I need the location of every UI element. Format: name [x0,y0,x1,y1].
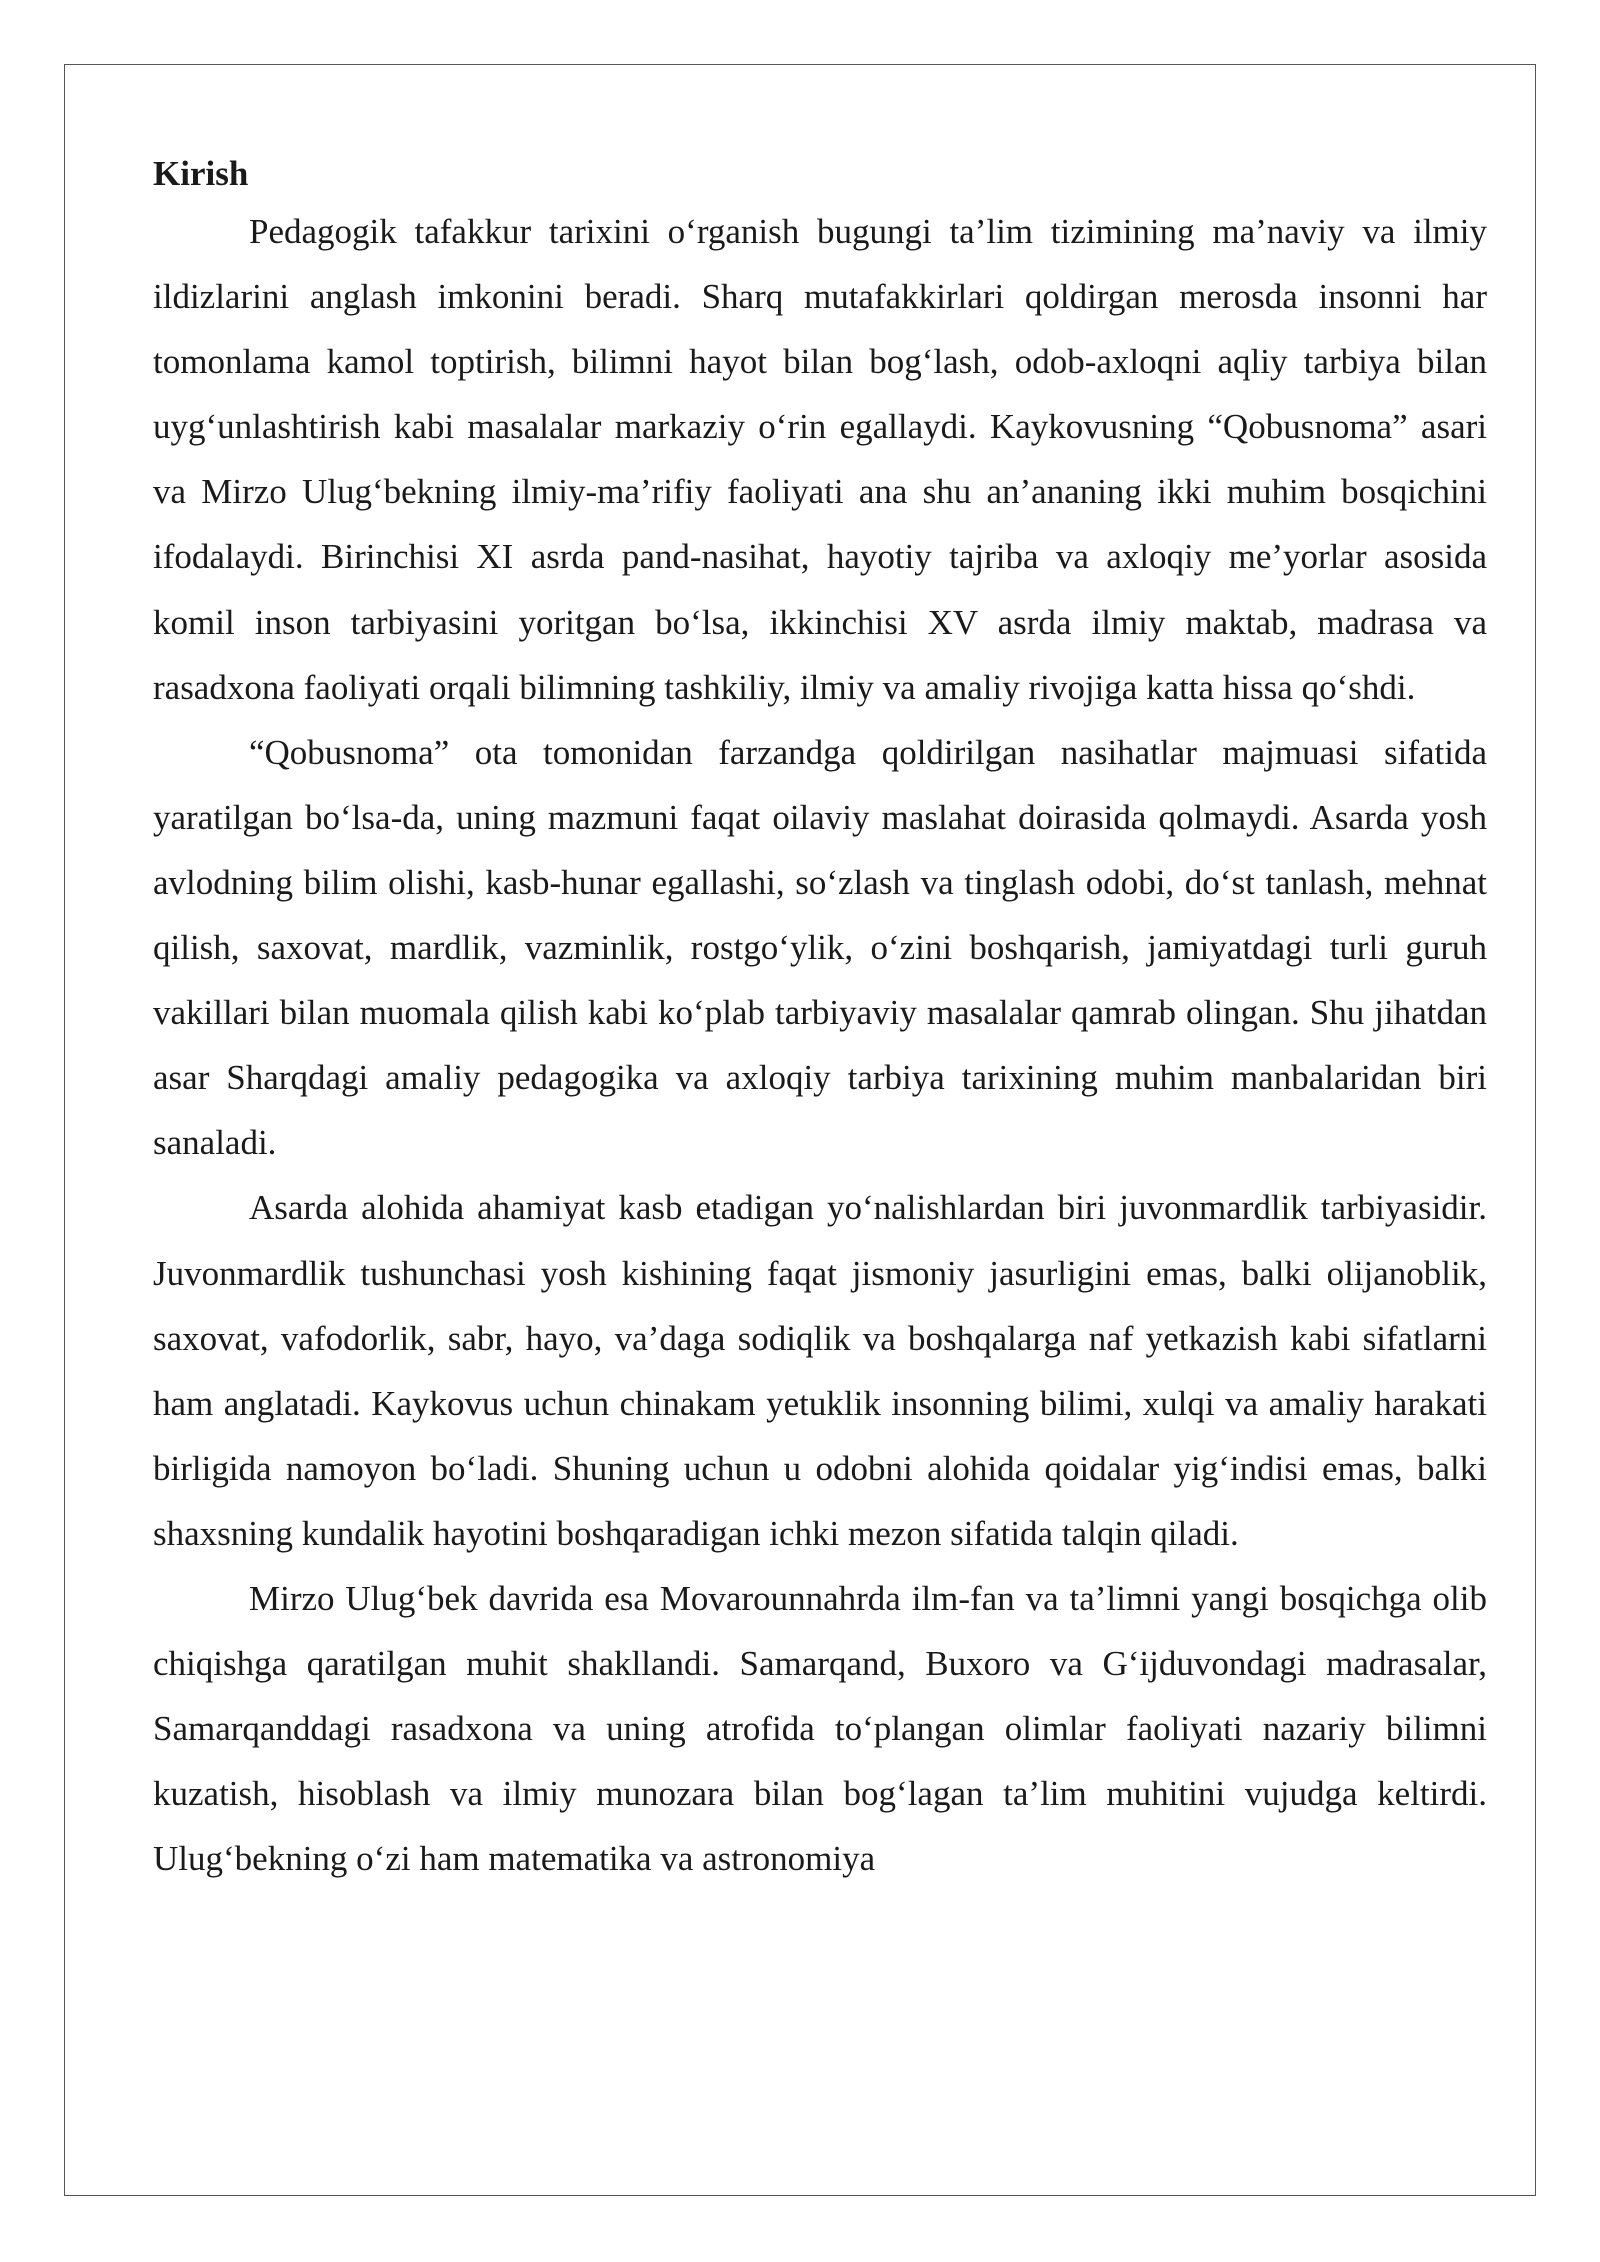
paragraph-3: Asarda alohida ahamiyat kasb etadigan yo‘nalishlardan biri juvonmardlik tarbiyasidir. Juvonmardlik tushunchasi yosh kishining faqat jismoniy jasurligini emas, balki olijanoblik, saxovat, vafodorlik, sabr, hayo, va’daga sodiqlik va boshqalarga naf yetkazish kabi sifatlarni ham anglatadi. Kaykovus uchun chinakam yetuklik insonning bilimi, xulqi va amaliy harakati birligida namoyon bo‘ladi. Shuning uchun u odobni alohida qoidalar yig‘indisi emas, balki shaxsning kundalik hayotini boshqaradigan ichki mezon sifatida talqin qiladi. [153,1188,1487,1553]
paragraph-2: “Qobusnoma” ota tomonidan farzandga qoldirilgan nasihatlar majmuasi sifatida yaratilgan bo‘lsa-da, uning mazmuni faqat oilaviy maslahat doirasida qolmaydi. Asarda yosh avlodning bilim olishi, kasb-hunar egallashi, so‘zlash va tinglash odobi, do‘st tanlash, mehnat qilish, saxovat, mardlik, vazminlik, rostgo‘ylik, o‘zini boshqarish, jamiyatdagi turli guruh vakillari bilan muomala qilish kabi ko‘plab tarbiyaviy masalalar qamrab olingan. Shu jihatdan asar Sharqdagi amaliy pedagogika va axloqiy tarbiya tarixining muhim manbalaridan biri sanaladi. [153,732,1487,1163]
paragraph-1: Pedagogik tafakkur tarixini o‘rganish bugungi ta’lim tizimining ma’naviy va ilmiy ildizlarini anglash imkonini beradi. Sharq mutafakkirlari qoldirgan merosda insonni har tomonlama kamol toptirish, bilimni hayot bilan bog‘lash, odob-axloqni aqliy tarbiya bilan uyg‘unlashtirish kabi masalalar markaziy o‘rin egallaydi. Kaykovusning “Qobusnoma” asari va Mirzo Ulug‘bekning ilmiy-ma’rifiy faoliyati ana shu an’ananing ikki muhim bosqichini ifodalaydi. Birinchisi XI asrda pand-nasihat, hayotiy tajriba va axloqiy me’yorlar asosida komil inson tarbiyasini yoritgan bo‘lsa, ikkinchisi XV asrda ilmiy maktab, madrasa va rasadxona faoliyati orqali bilimning tashkiliy, ilmiy va amaliy rivojiga katta hissa qo‘shdi. [153,212,1487,707]
document-body [153,148,1487,1891]
paragraph-4: Mirzo Ulug‘bek davrida esa Movarounnahrda ilm-fan va ta’limni yangi bosqichga olib chiqishga qaratilgan muhit shakllandi. Samarqand, Buxoro va G‘ijduvondagi madrasalar, Samarqanddagi rasadxona va uning atrofida to‘plangan olimlar faoliyati nazariy bilimni kuzatish, hisoblash va ilmiy munozara bilan bog‘lagan ta’lim muhitini vujudga keltirdi. Ulug‘bekning o‘zi ham matematika va astronomiya [153,1578,1487,1879]
section-heading: Kirish [153,154,249,193]
